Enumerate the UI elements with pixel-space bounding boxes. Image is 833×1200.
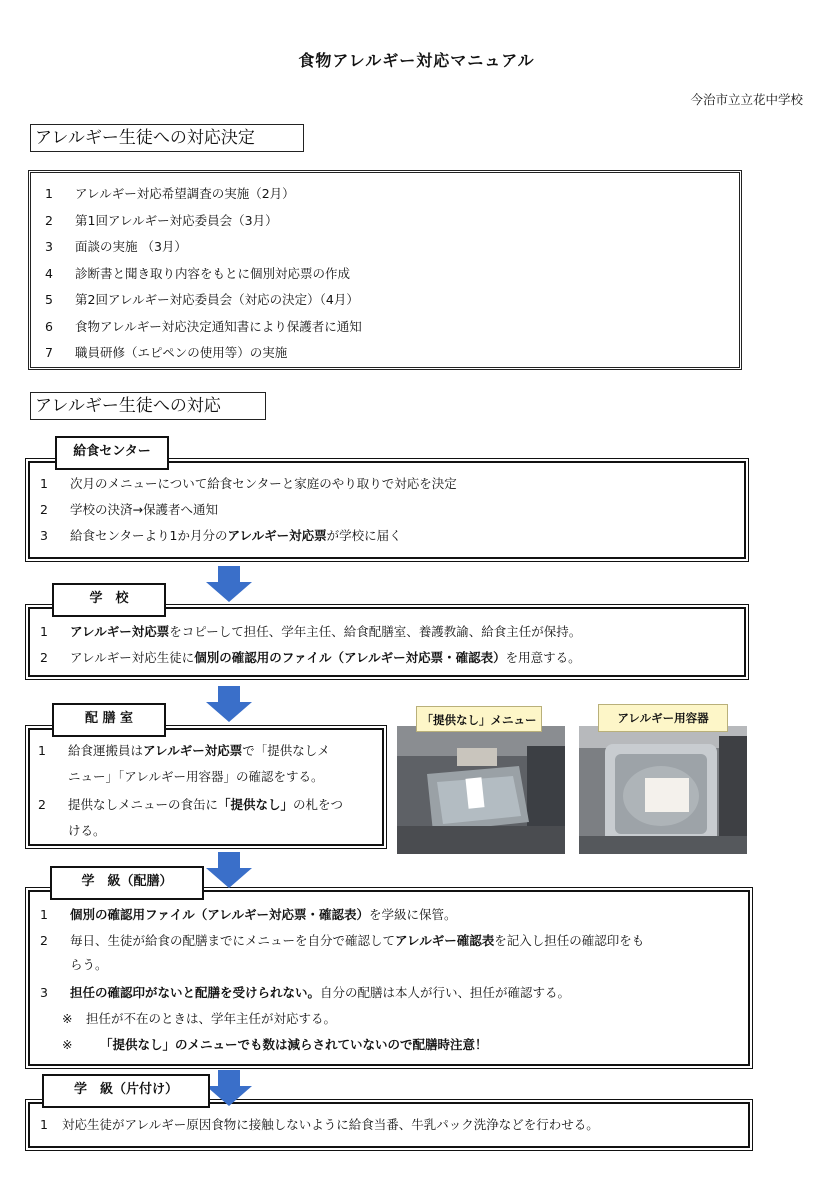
item-text: 第1回アレルギー対応委員会（3月）	[75, 212, 278, 228]
list-item: 2 毎日、生徒が給食の配膳までにメニューを自分で確認してアレルギー確認表を記入し担任の確認印をも	[40, 933, 645, 948]
item-number: 1	[45, 186, 53, 201]
list-item	[45, 238, 187, 256]
class-serving-box	[28, 890, 750, 1066]
item-number: 5	[45, 292, 53, 307]
list-item-cont: ニュー」「アレルギー用容器」の確認をする。	[68, 769, 324, 784]
label-class-serving: 学 級（配膳）	[50, 866, 204, 900]
label-school: 学 校	[52, 583, 166, 617]
class-cleanup-box	[28, 1102, 750, 1148]
school-box	[28, 607, 746, 677]
photo-caption: アレルギー用容器	[598, 704, 728, 732]
label-lunch-center: 給食センター	[55, 436, 169, 470]
item-text: アレルギー対応希望調査の実施（2月）	[75, 186, 295, 201]
list-item: 2 提供なしメニューの食缶に「提供なし」の札をつ	[38, 797, 344, 812]
down-arrow-icon	[206, 686, 252, 722]
section-heading-response: アレルギー生徒への対応	[30, 392, 266, 420]
down-arrow-icon	[206, 852, 252, 888]
list-item: 1 個別の確認用ファイル（アレルギー対応票・確認表）を学級に保管。	[40, 907, 457, 922]
section-heading-decision: アレルギー生徒への対応決定	[30, 124, 304, 152]
list-item-cont: らう。	[70, 957, 108, 972]
item-text: 診断書と聞き取り内容をもとに個別対応票の作成	[75, 265, 351, 281]
list-item	[45, 318, 362, 336]
no-serve-menu-photo	[397, 726, 565, 854]
item-number: 4	[45, 265, 53, 281]
down-arrow-icon	[206, 566, 252, 602]
list-item: 1 次月のメニューについて給食センターと家庭のやり取りで対応を決定	[40, 476, 457, 491]
photo-caption: 「提供なし」メニュー	[416, 706, 542, 732]
item-number: 2	[45, 212, 53, 228]
page-title: 食物アレルギー対応マニュアル	[298, 51, 535, 70]
decision-steps-box	[28, 170, 742, 370]
list-item	[45, 291, 359, 309]
list-item: 2 アレルギー対応生徒に個別の確認用のファイル（アレルギー対応票・確認表）を用意する。	[40, 650, 581, 665]
item-number: 6	[45, 318, 53, 334]
item-text: 面談の実施 （3月）	[75, 239, 187, 254]
list-item: 1 アレルギー対応票をコピーして担任、学年主任、給食配膳室、養護教諭、給食主任が保持。	[40, 624, 582, 639]
list-item	[45, 265, 350, 283]
list-item: 3 担任の確認印がないと配膳を受けられない。自分の配膳は本人が行い、担任が確認する。	[40, 985, 571, 1000]
item-text: 食物アレルギー対応決定通知書により保護者に通知	[75, 318, 362, 334]
list-item: 2 学校の決済→保護者へ通知	[40, 502, 218, 517]
school-name: 今治市立立花中学校	[690, 92, 803, 107]
item-text: 第2回アレルギー対応委員会（対応の決定）（4月）	[75, 292, 359, 307]
label-serving-room: 配 膳 室	[52, 703, 166, 737]
list-item	[45, 344, 287, 362]
down-arrow-icon	[206, 1070, 252, 1106]
allergy-container-photo	[579, 726, 747, 854]
item-number: 3	[45, 239, 53, 254]
note-warning: ※ 「提供なし」のメニューでも数は減らされていないので配膳時注意！	[62, 1037, 488, 1052]
item-number: 7	[45, 345, 53, 360]
list-item: 1 対応生徒がアレルギー原因食物に接触しないように給食当番、牛乳パック洗浄などを行わせる。	[40, 1117, 599, 1132]
list-item	[45, 185, 295, 203]
list-item: 3 給食センターより1か月分のアレルギー対応票が学校に届く	[40, 528, 402, 543]
list-item-cont: ける。	[68, 823, 106, 838]
list-item: 1 給食運搬員はアレルギー対応票で「提供なしメ	[38, 743, 330, 758]
list-item	[45, 212, 278, 230]
label-class-cleanup: 学 級（片付け）	[42, 1074, 210, 1108]
lunch-center-box	[28, 461, 746, 559]
item-text: 職員研修（エピペンの使用等）の実施	[75, 345, 288, 360]
note: ※ 担任が不在のときは、学年主任が対応する。	[62, 1011, 337, 1026]
serving-room-box	[28, 728, 384, 846]
